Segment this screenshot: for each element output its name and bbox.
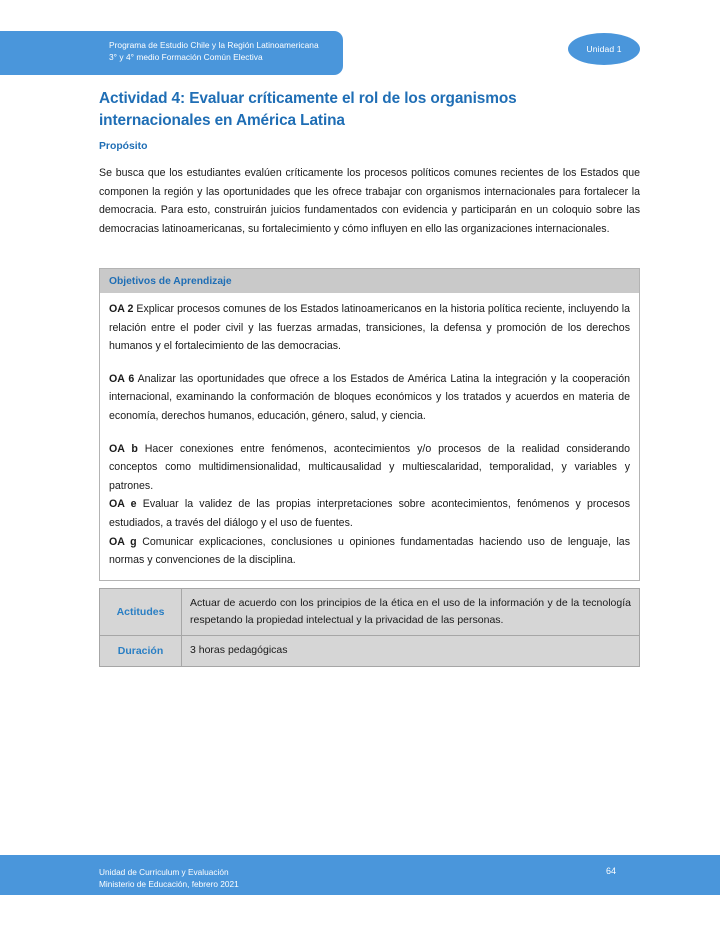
footer-line2: Ministerio de Educación, febrero 2021 <box>99 879 239 890</box>
objective-text: Hacer conexiones entre fenómenos, acontecimientos y/o procesos de la realidad considerando conceptos como multidimensionalidad, multicausalidad y multiescalaridad, temporalidad, y variables y patrones. <box>109 442 630 492</box>
program-title-line2: 3° y 4° medio Formación Común Electiva <box>109 52 263 63</box>
purpose-paragraph: Se busca que los estudiantes evalúen críticamente los procesos políticos comunes recientes de los Estados que componen la región y las oportunidades que les ofrece trabajar con organismos internacionales para fortalecer la democracia. Para esto, construirán juicios fundamentados con evidencia y participarán en un coloquio sobre las democracias latinoamericanas, su fortalecimiento y cómo influyen en ello las organizaciones internacionales. <box>99 167 640 235</box>
table-row <box>100 636 640 667</box>
objective-item <box>109 440 630 496</box>
objective-code: OA 2 <box>109 303 134 315</box>
objective-code: OA b <box>109 442 138 455</box>
objective-text: Analizar las oportunidades que ofrece a los Estados de América Latina la integración y la cooperación internacional, examinando la conformación de bloques económicos y los tratados y acuerdos en materia de economía, derechos humanos, educación, género, salud, y ciencia. <box>109 372 630 422</box>
purpose-heading: Propósito <box>99 141 148 152</box>
objective-text: Explicar procesos comunes de los Estados latinoamericanos en la historia política reciente, incluyendo la relación entre el poder civil y las fuerzas armadas, transiciones, la defensa y promoción de los derechos humanos y el fortalecimiento de las democracias. <box>109 303 630 353</box>
objective-item <box>109 495 630 532</box>
learning-objectives-header <box>100 269 639 293</box>
program-title-line1: Programa de Estudio Chile y la Región Latinoamericana <box>109 40 319 50</box>
objective-code: OA 6 <box>109 372 135 385</box>
learning-objectives-body <box>100 293 639 580</box>
attitudes-value: Actuar de acuerdo con los principios de la ética en el uso de la información y de la tecnología respetando la propiedad intelectual y la privacidad de las personas. <box>182 589 640 636</box>
unit-badge <box>568 33 640 65</box>
objective-code: OA e <box>109 498 137 511</box>
duration-label: Duración <box>100 636 182 667</box>
objective-item <box>109 300 630 356</box>
attributes-table <box>99 588 640 667</box>
objective-text: Evaluar la validez de las propias interpretaciones sobre acontecimientos, fenómenos y procesos estudiados, a través del diálogo y el uso de fuentes. <box>109 498 630 529</box>
objective-item <box>109 370 630 426</box>
page-title: Actividad 4: Evaluar críticamente el rol de los organismos internacionales en América Latina <box>99 90 517 129</box>
unit-badge-label: Unidad 1 <box>586 44 622 54</box>
objective-code: OA g <box>109 535 137 548</box>
duration-value: 3 horas pedagógicas <box>182 636 640 667</box>
objective-item <box>109 533 630 570</box>
program-title <box>109 39 349 64</box>
table-row <box>100 589 640 636</box>
page-number: 64 <box>606 866 617 876</box>
attitudes-label: Actitudes <box>100 589 182 636</box>
footer-credits <box>99 866 239 890</box>
objective-text: Comunicar explicaciones, conclusiones u opiniones fundamentadas haciendo uso de lenguaje, las normas y convenciones de la disciplina. <box>109 535 630 567</box>
learning-objectives-title: Objetivos de Aprendizaje <box>109 275 232 287</box>
learning-objectives-box <box>99 268 640 581</box>
footer-line1: Unidad de Curriculum y Evaluación <box>99 867 229 877</box>
